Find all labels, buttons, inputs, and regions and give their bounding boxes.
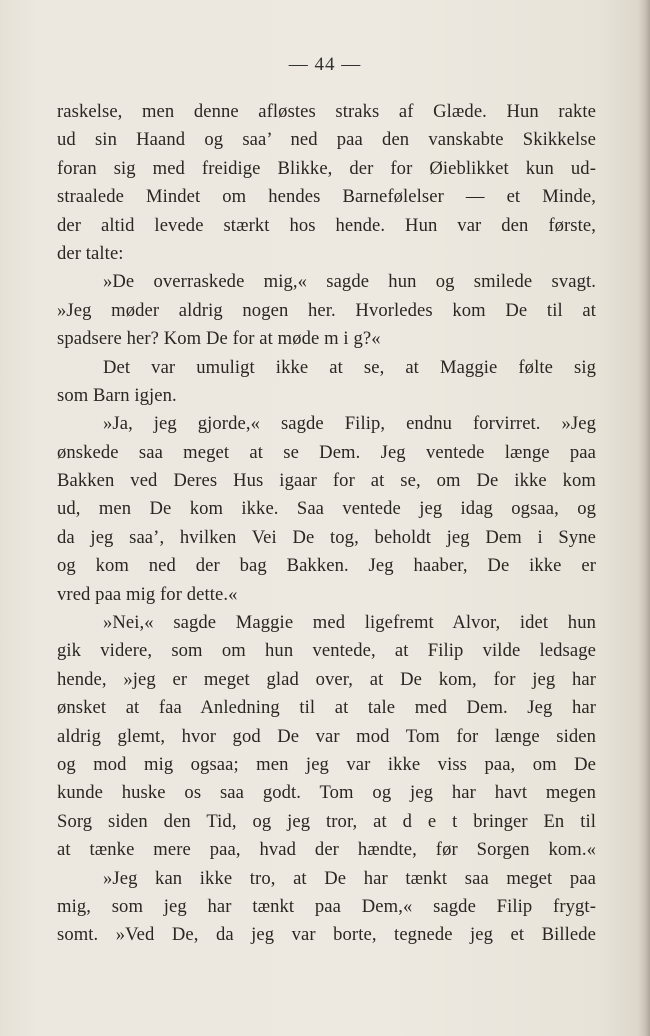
page-edge-shadow — [638, 0, 650, 1036]
text-line: og mod mig ogsaa; men jeg var ikke viss paa, om De — [57, 753, 596, 775]
text-line: Bakken ved Deres Hus igaar for at se, om De ikke kom — [57, 470, 596, 492]
text-line: foran sig med freidige Blikke, der for Øieblikket kun ud- — [57, 157, 596, 179]
text-line: og kom ned der bag Bakken. Jeg haaber, De ikke er — [57, 555, 596, 577]
text-line: ønskede saa meget at se Dem. Jeg ventede længe paa — [57, 441, 596, 463]
text-line: ud sin Haand og saa’ ned paa den vanskabte Skikkelse — [57, 129, 596, 151]
text-line: aldrig glemt, hvor god De var mod Tom for længe siden — [57, 725, 596, 747]
text-line: kunde huske os saa godt. Tom og jeg har havt megen — [57, 782, 596, 804]
text-line: »Nei,« sagde Maggie med ligefremt Alvor, idet hun — [103, 612, 596, 634]
text-line: mig, som jeg har tænkt paa Dem,« sagde Filip frygt- — [57, 895, 596, 917]
text-line: hende, »jeg er meget glad over, at De kom, for jeg har — [57, 668, 596, 690]
text-line: som Barn igjen. — [57, 384, 177, 406]
text-line: somt. »Ved De, da jeg var borte, tegnede jeg et Billede — [57, 924, 596, 946]
body-text — [57, 98, 596, 950]
text-line: straalede Mindet om hendes Barnefølelser — et Minde, — [57, 186, 596, 208]
page-number: — 44 — — [288, 54, 362, 75]
text-line: »Jeg møder aldrig nogen her. Hvorledes kom De til at — [57, 299, 596, 321]
text-line: der altid levede stærkt hos hende. Hun var den første, — [57, 214, 596, 236]
text-line: »Jeg kan ikke tro, at De har tænkt saa meget paa — [103, 867, 596, 889]
text-line: at tænke mere paa, hvad der hændte, før Sorgen kom.« — [57, 839, 596, 861]
text-line: da jeg saa’, hvilken Vei De tog, beholdt jeg Dem i Syne — [57, 526, 596, 548]
text-line: ønsket at faa Anledning til at tale med Dem. Jeg har — [57, 697, 596, 719]
text-line: raskelse, men denne afløstes straks af Glæde. Hun rakte — [57, 101, 596, 122]
text-line: »De overraskede mig,« sagde hun og smilede svagt. — [103, 271, 596, 293]
text-line: Det var umuligt ikke at se, at Maggie følte sig — [103, 356, 596, 378]
text-line: ud, men De kom ikke. Saa ventede jeg idag ogsaa, og — [57, 498, 596, 520]
text-line: gik videre, som om hun ventede, at Filip vilde ledsage — [57, 640, 596, 662]
text-line: spadsere her? Kom De for at møde m i g?« — [57, 328, 381, 350]
text-line: »Ja, jeg gjorde,« sagde Filip, endnu forvirret. »Jeg — [103, 413, 596, 435]
text-line: vred paa mig for dette.« — [57, 583, 238, 605]
text-line: der talte: — [57, 242, 124, 264]
text-line: Sorg siden den Tid, og jeg tror, at d e t bringer En til — [57, 810, 596, 832]
